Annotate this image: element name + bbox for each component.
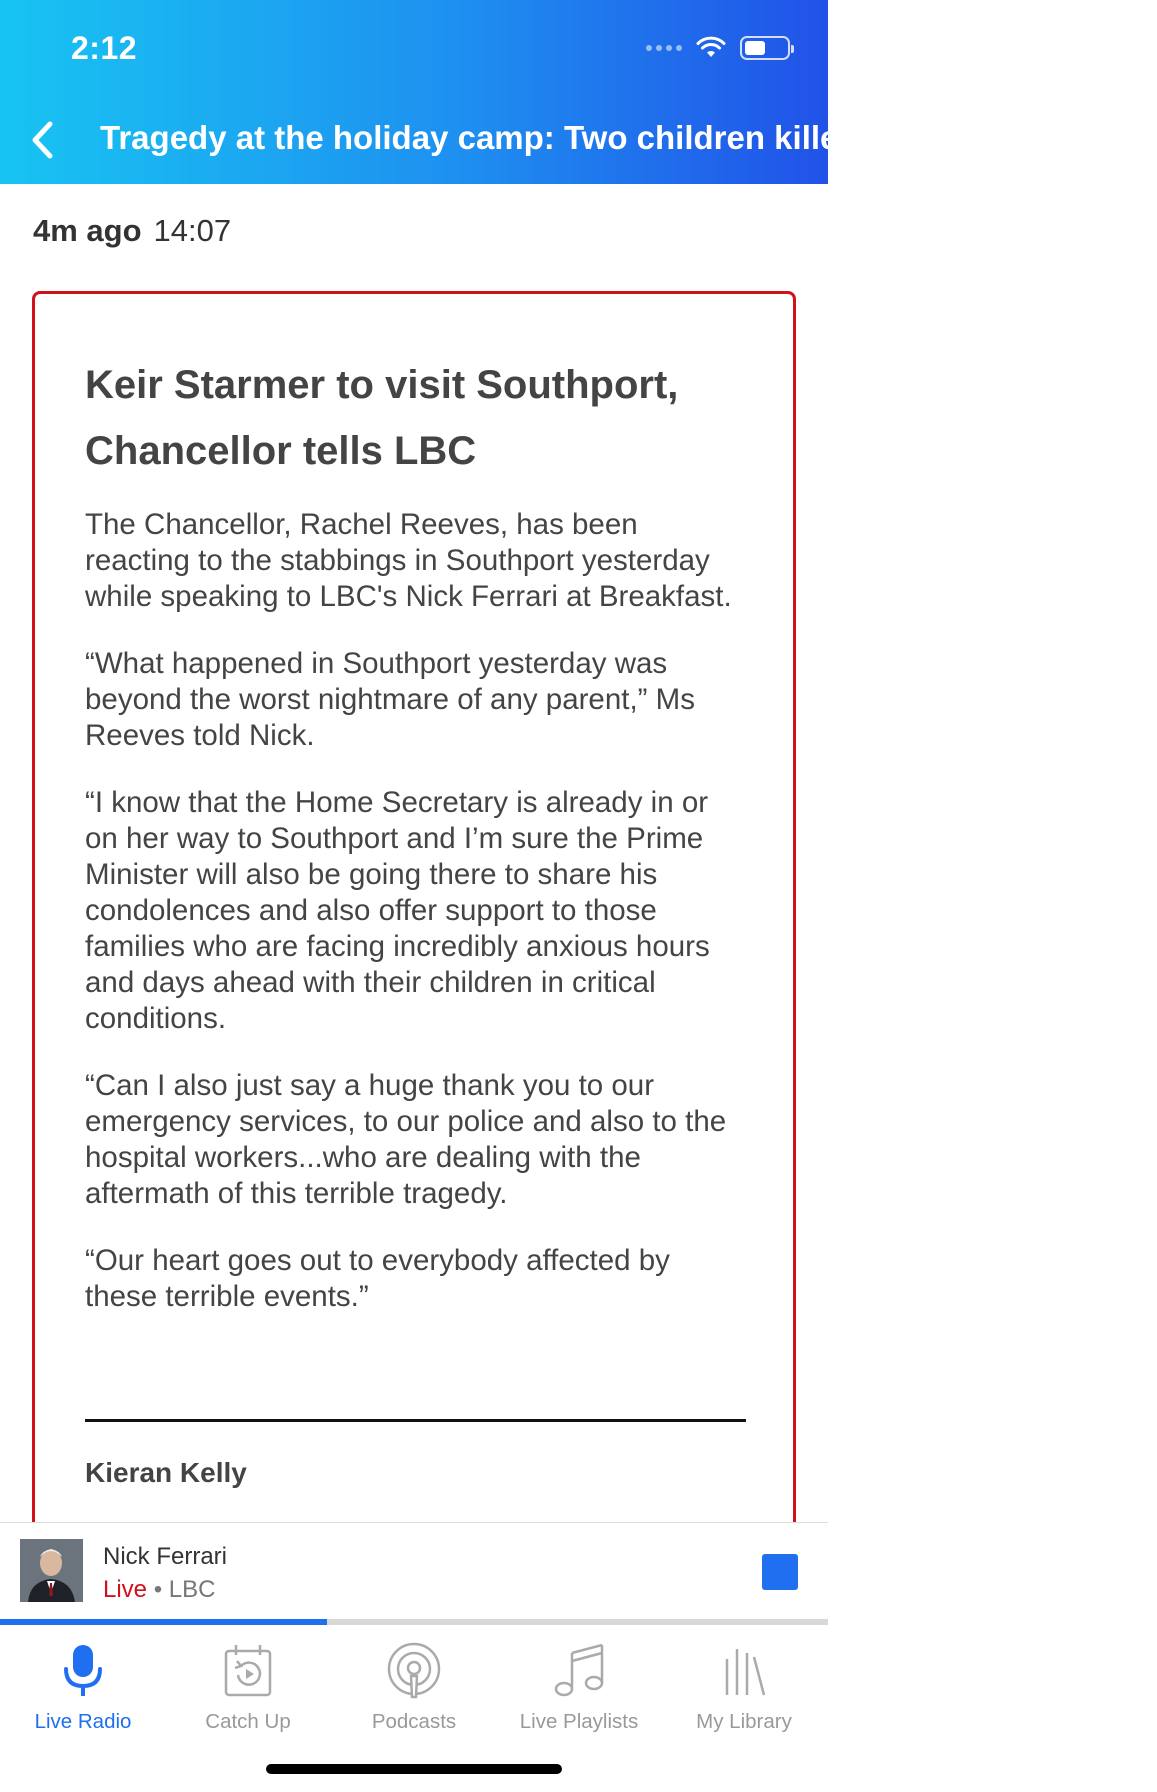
live-update-card	[32, 291, 796, 1541]
wifi-icon	[696, 37, 726, 59]
tab-podcasts[interactable]	[331, 1625, 497, 1734]
tab-label: Live Radio	[34, 1710, 132, 1733]
tab-label: Podcasts	[371, 1710, 457, 1733]
tab-my-library[interactable]	[661, 1625, 827, 1734]
stop-button[interactable]	[762, 1554, 798, 1590]
timestamp: 14:07	[153, 213, 232, 248]
tab-label: Live Playlists	[519, 1710, 639, 1733]
time-ago: 4m ago	[33, 213, 142, 248]
tab-catch-up[interactable]	[165, 1625, 331, 1734]
article-headline: Keir Starmer to visit Southport, Chancellor tells LBC	[85, 363, 679, 473]
catch-up-icon	[216, 1639, 280, 1703]
microphone-icon	[51, 1639, 115, 1703]
divider	[85, 1419, 746, 1422]
mini-player[interactable]	[0, 1522, 828, 1620]
presenter-avatar	[20, 1539, 83, 1602]
article-meta	[33, 213, 231, 249]
article-author: Kieran Kelly	[85, 1457, 247, 1488]
back-button[interactable]	[20, 118, 64, 162]
library-icon	[712, 1639, 776, 1703]
article-paragraph: “Our heart goes out to everybody affected by these terrible events.”	[85, 1244, 670, 1313]
page-title: Tragedy at the holiday camp: Two children killed and eleven injured	[100, 119, 1157, 156]
status-time: 2:12	[71, 30, 138, 66]
home-indicator	[266, 1764, 562, 1774]
live-label: Live	[103, 1576, 148, 1603]
music-note-icon	[547, 1639, 611, 1703]
chevron-left-icon	[30, 121, 54, 159]
status-icons	[646, 36, 790, 60]
separator-dot: •	[153, 1576, 163, 1603]
app-header	[0, 0, 1157, 184]
battery-icon	[740, 36, 790, 60]
tab-label: Catch Up	[205, 1710, 291, 1733]
article-paragraph: “Can I also just say a huge thank you to our emergency services, to our police and also to the hospital workers...who are dealing with the aftermath of this terrible tragedy.	[85, 1069, 727, 1210]
station-name: LBC	[168, 1576, 216, 1603]
presenter-name: Nick Ferrari	[103, 1543, 227, 1570]
article-paragraph: “I know that the Home Secretary is already in or on her way to Southport and I’m sure the Prime Minister will also be going there to share his condolences and also offer support to those families who are facing incredibly anxious hours and days ahead with their children in critical conditions.	[85, 786, 710, 1035]
tab-label: My Library	[696, 1710, 792, 1733]
player-subtitle	[103, 1576, 215, 1604]
article-paragraph: The Chancellor, Rachel Reeves, has been reacting to the stabbings in Southport yesterday while speaking to LBC's Nick Ferrari at Breakfast.	[85, 508, 732, 613]
tab-live-playlists[interactable]	[496, 1625, 662, 1734]
article-body	[85, 507, 735, 1346]
cellular-signal-icon	[646, 45, 682, 51]
tab-live-radio[interactable]	[0, 1625, 166, 1734]
article-paragraph: “What happened in Southport yesterday was beyond the worst nightmare of any parent,” Ms Reeves told Nick.	[85, 647, 695, 752]
podcast-icon	[382, 1639, 446, 1703]
